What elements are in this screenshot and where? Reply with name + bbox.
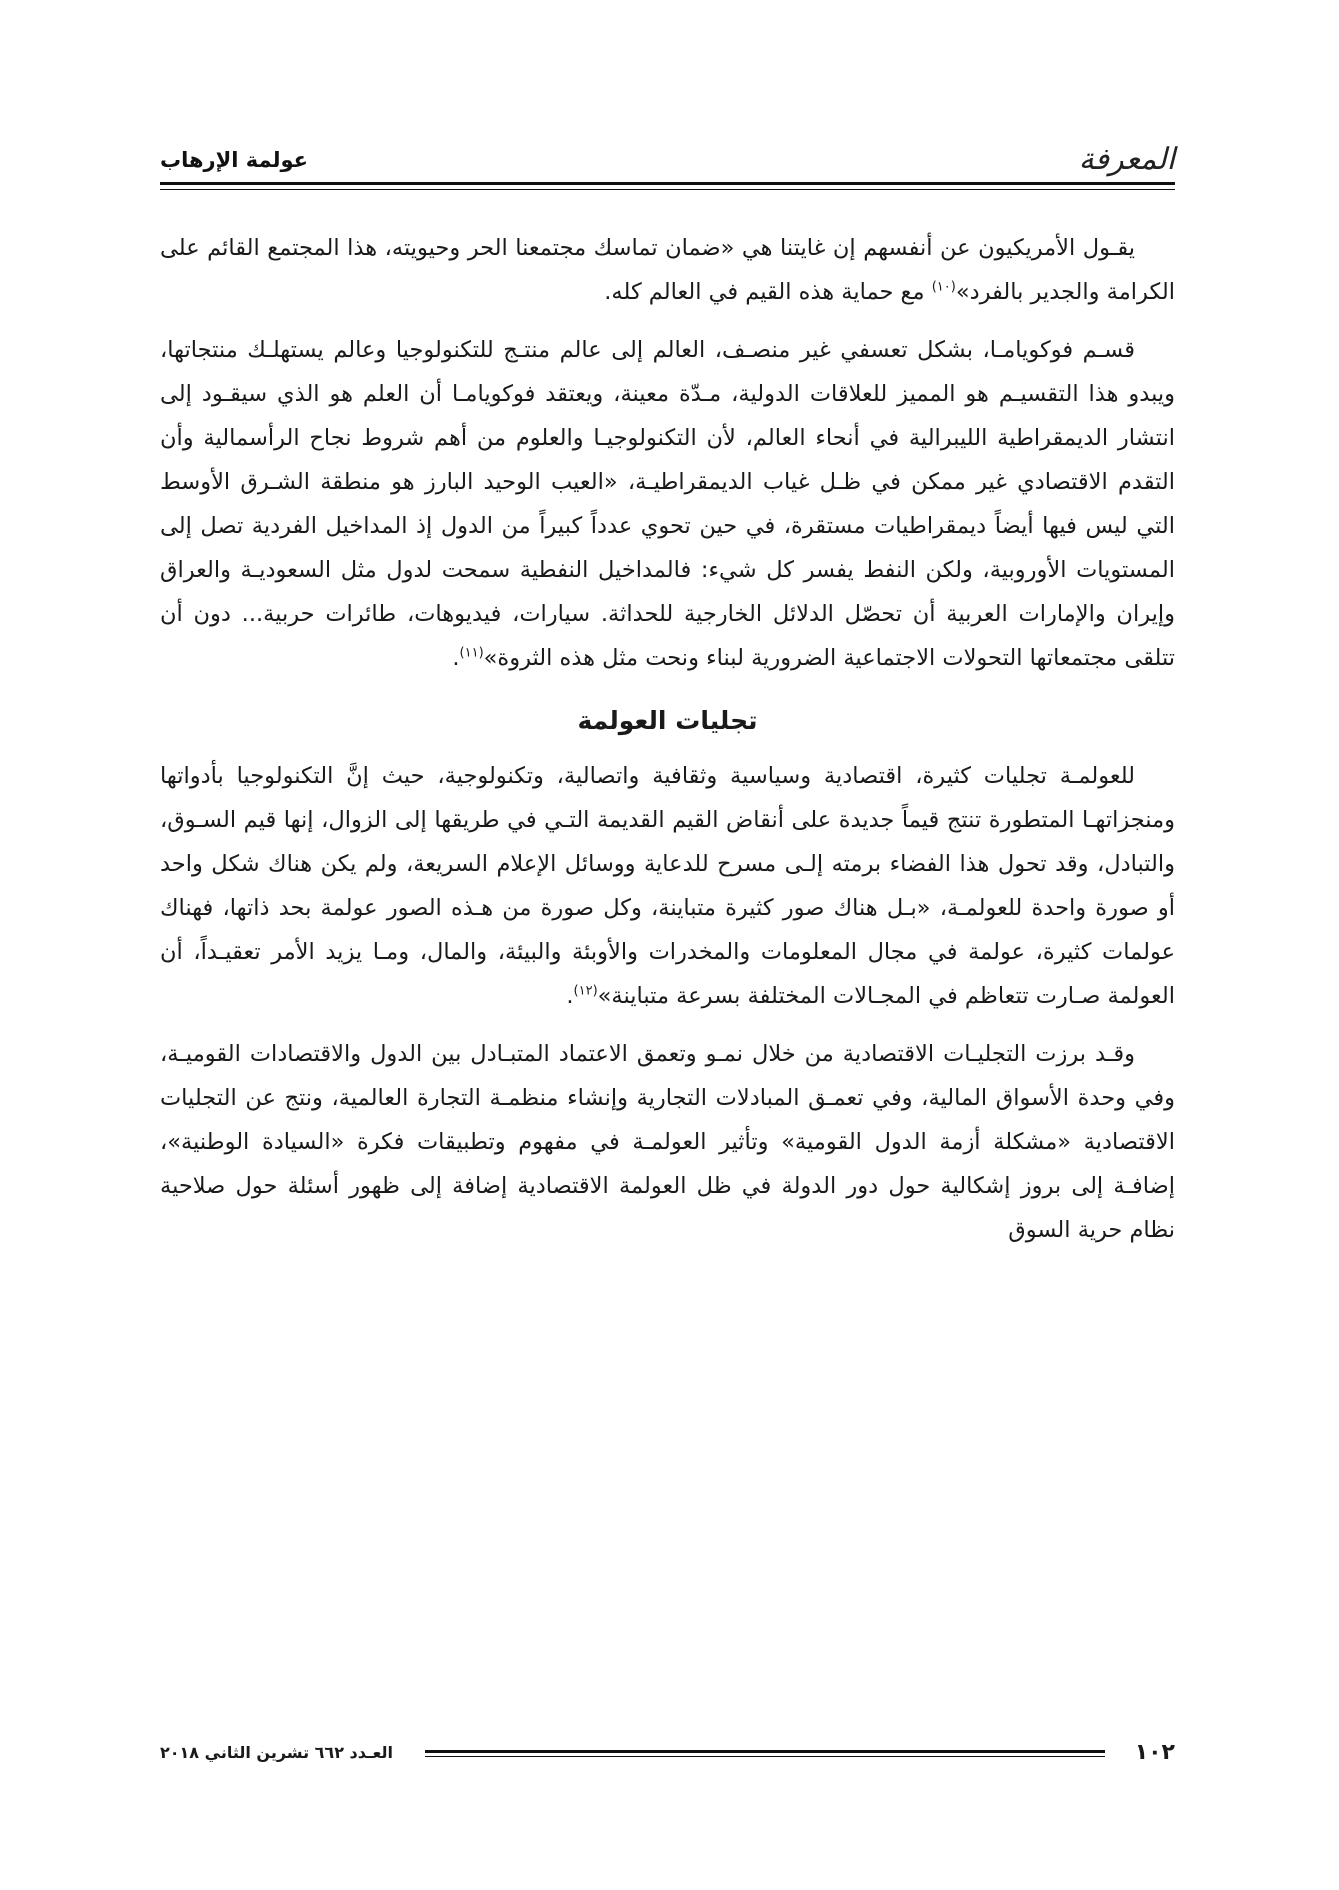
article-body <box>160 226 1175 1252</box>
header-rule-thin <box>160 189 1175 190</box>
footnote-ref-12: (١٢) <box>573 983 598 999</box>
header-rule <box>160 182 1175 185</box>
paragraph-4: وقـد برزت التجليـات الاقتصادية من خلال نمـو وتعمق الاعتماد المتبـادل بين الدول والاقتصادات القوميـة، وفي وحدة الأسواق المالية، وفي تعمـق المبادلات التجارية وإنشاء منظمـة التجارة العالمية، ونتج عن التجليات الاقتصادية «مشكلة أزمة الدول القومية» وتأثير العولمـة في مفهوم وتطبيقات فكرة «السيادة الوطنية»، إضافـة إلى بروز إشكالية حول دور الدولة في ظل العولمة الاقتصادية إضافة إلى ظهور أسئلة حول صلاحية نظام حرية السوق <box>160 1041 1175 1243</box>
paragraph-2 <box>160 328 1175 680</box>
page-header <box>160 140 1175 180</box>
page-footer <box>160 1738 1175 1768</box>
footer-rule-thin <box>425 1756 1105 1757</box>
page-number: ١٠٢ <box>1134 1740 1175 1765</box>
paragraph-3-tail: . <box>566 983 574 1009</box>
footnote-ref-10: (١٠) <box>931 279 956 295</box>
magazine-logo: المعرفة <box>1078 142 1175 177</box>
paragraph-1 <box>160 226 1175 314</box>
paragraph-1-text: يقـول الأمريكيون عن أنفسهم إن غايتنا هي «ضمان تماسك مجتمعنا الحر وحيويته، هذا المجتمع القائم على الكرامة والجدير بالفرد» <box>160 235 1175 305</box>
paragraph-2-text: قسـم فوكويامـا، بشكل تعسفي غير منصـف، العالم إلى عالم منتـج للتكنولوجيا وعالم يستهلـك منتجاتها، ويبدو هذا التقسيـم هو المميز للعلاقات الدولية، مـدّة معينة، ويعتقد فوكويامـا أن العلم هو الذي سيقـود إلى انتشار الديمقراطية الليبرالية في أنحاء العالم، لأن التكنولوجيـا والعلوم من أهم شروط نجاح الرأسمالية وأن التقدم الاقتصادي غير ممكن في ظـل غياب الديمقراطيـة، «العيب الوحيد البارز هو منطقة الشـرق الأوسط التي ليس فيها أيضاً ديمقراطيات مستقرة، في حين تحوي عدداً كبيراً من الدول إذ المداخيل الفردية تصل إلى المستويات الأوروبية، ولكن النفط يفسر كل شيء: فالمداخيل النفطية سمحت لدول مثل السعوديـة والعراق وإيران والإمارات العربية أن تحصّل الدلائل الخارجية للحداثة. سيارات، فيديوهات، طائرات حربية... دون أن تتلقى مجتمعاتها التحولات الاجتماعية الضرورية لبناء ونحت مثل هذه الثروة» <box>160 337 1175 671</box>
section-heading: تجليات العولمة <box>577 706 758 735</box>
paragraph-3-text: للعولمـة تجليات كثيرة، اقتصادية وسياسية وثقافية واتصالية، وتكنولوجية، حيث إنَّ التكنولوجيا بأدواتها ومنجزاتهـا المتطورة تنتج قيماً جديدة على أنقاض القيم القديمة التـي في طريقها إلى الزوال، إنها قيم السـوق، والتبادل، وقد تحول هذا الفضاء برمته إلـى مسرح للدعاية ووسائل الإعلام السريعة، ولم يكن هناك شكل واحد أو صورة واحدة للعولمـة، «بـل هناك صور كثيرة متباينة، وكل صورة من هـذه الصور عولمة بحد ذاتها، فهناك عولمات كثيرة، عولمة في مجال المعلومات والمخدرات والأوبئة والبيئة، والمال، ومـا يزيد الأمر تعقيـداً، أن العولمة صـارت تتعاظم في المجـالات المختلفة بسرعة متباينة» <box>160 763 1175 1009</box>
paragraph-1-tail: مع حماية هذه القيم في العالم كله. <box>604 279 932 305</box>
running-title: عولمة الإرهاب <box>160 148 308 172</box>
footnote-ref-11: (١١) <box>459 645 484 661</box>
paragraph-3 <box>160 754 1175 1018</box>
paragraph-2-tail: . <box>452 645 460 671</box>
footer-rule <box>425 1750 1105 1753</box>
issue-info: العـدد ٦٦٢ تشرين الثاني ٢٠١٨ <box>160 1743 393 1762</box>
